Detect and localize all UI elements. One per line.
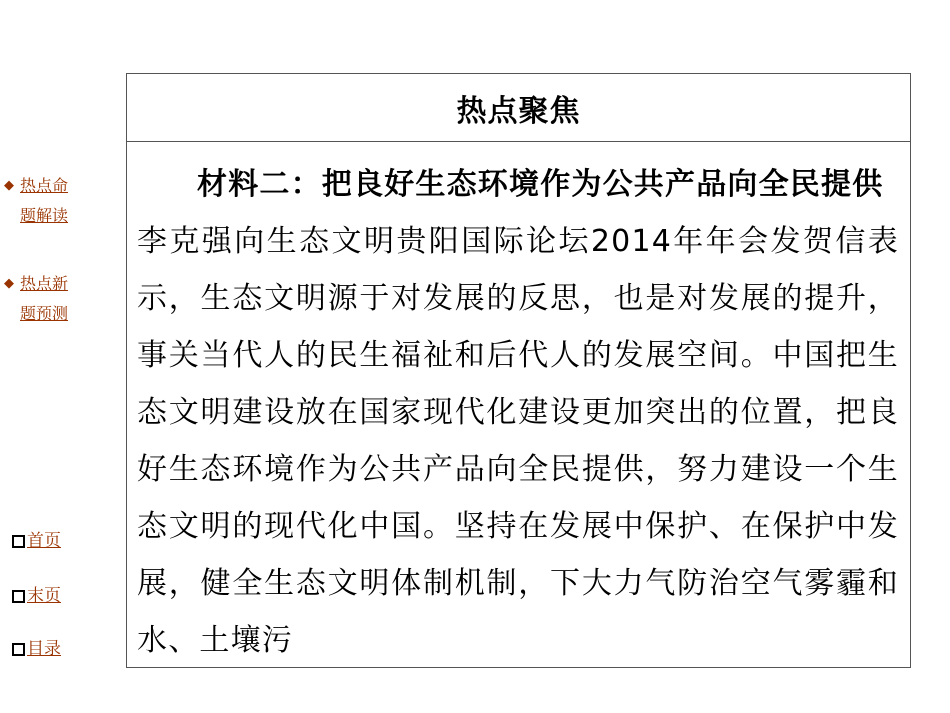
nav-topic-label[interactable]: 热点新题预测 — [20, 274, 69, 323]
first-page-label[interactable]: 首页 — [27, 531, 61, 551]
diamond-bullet-icon: ◆ — [4, 276, 14, 291]
square-bullet-icon — [12, 643, 25, 656]
panel-body — [127, 142, 915, 669]
panel-title: 热点聚焦 — [456, 93, 581, 129]
panel-header — [127, 74, 910, 142]
nav-topic-label[interactable]: 热点命题解读 — [20, 176, 69, 225]
first-page-link[interactable] — [12, 530, 61, 552]
last-page-label[interactable]: 末页 — [27, 586, 61, 606]
square-bullet-icon — [12, 590, 25, 603]
material-heading: 材料二：把良好生态环境作为公共产品向全民提供 — [197, 167, 884, 202]
contents-label[interactable]: 目录 — [27, 639, 61, 659]
square-bullet-icon — [12, 535, 25, 548]
diamond-bullet-icon: ◆ — [4, 178, 14, 193]
material-content: 李克强向生态文明贵阳国际论坛2014年年会发贺信表示，生态文明源于对发展的反思，也是对发展的提升，事关当代人的民生福祉和后代人的发展空间。中国把生态文明建设放在国家现代化建设更加突出的位置，把良好生态环境作为公共产品向全民提供，努力建设一个生态文明的现代化中国。坚持在发展中保护、在保护中发展，健全生态文明体制机制，下大力气防治空气雾霾和水、土壤污 — [137, 167, 915, 658]
last-page-link[interactable] — [12, 585, 61, 607]
nav-topic-hot-prediction[interactable] — [4, 269, 84, 329]
content-panel — [126, 73, 915, 668]
contents-link[interactable] — [12, 638, 61, 660]
nav-topic-hot-interpretation[interactable] — [4, 171, 84, 231]
